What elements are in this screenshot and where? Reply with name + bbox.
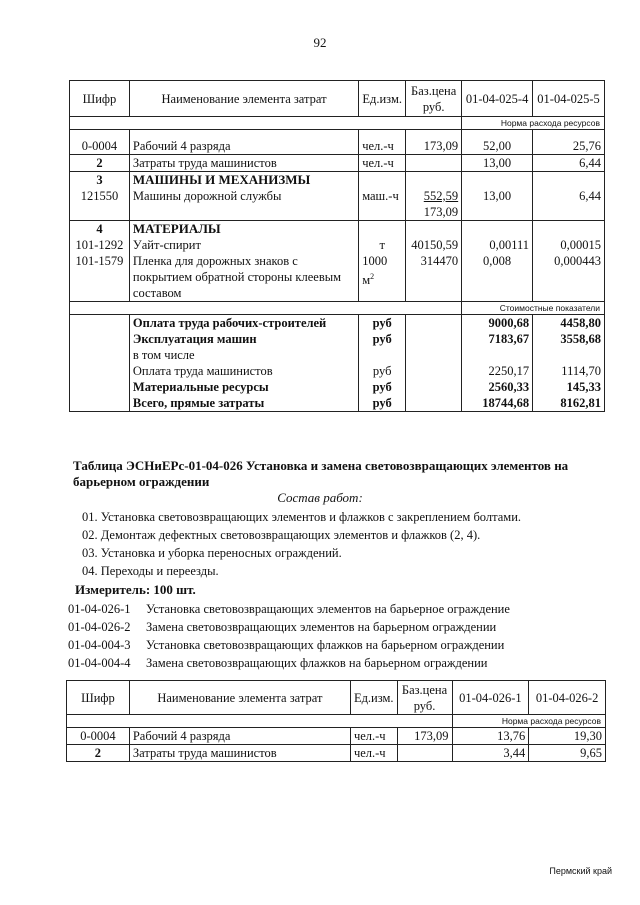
norm-item: [68, 619, 496, 635]
row-unit: чел.-ч: [359, 154, 406, 171]
row-price: [406, 188, 462, 221]
row-name: Уайт-спирит: [129, 237, 358, 253]
work-item: 01. Установка световозвращающих элементов и флажков с закреплением болтами.: [82, 510, 522, 524]
norm-label: Норма расхода ресурсов: [462, 117, 605, 130]
cost-value-2: 4458,80: [533, 314, 605, 331]
row-value-1: 0,008: [462, 253, 533, 302]
header-col2: 01-04-025-5: [533, 81, 605, 117]
norm-item-text: Замена световозвращающих элементов на барьерном ограждении: [146, 620, 497, 634]
row-code: 2: [67, 745, 130, 762]
footer-region: Пермский край: [549, 866, 612, 876]
work-item: 03. Установка и уборка переносных ограждений.: [82, 546, 342, 560]
cost-unit: руб: [359, 379, 406, 395]
work-item: 04. Переходы и переезды.: [82, 564, 219, 578]
row-unit: чел.-ч: [350, 745, 397, 762]
header-name: Наименование элемента затрат: [129, 81, 358, 117]
row-price: 314470: [406, 253, 462, 302]
price-crossed: 552,59: [423, 188, 459, 203]
row-name: Затраты труда машинистов: [129, 745, 350, 762]
cost-value-2: 8162,81: [533, 395, 605, 412]
row-code: 121550: [70, 188, 130, 221]
row-code: 0-0004: [70, 138, 130, 155]
row-name: Затраты труда машинистов: [129, 154, 358, 171]
cost-unit: руб: [359, 395, 406, 412]
row-code: 2: [70, 154, 130, 171]
norm-item-code: 01-04-004-4: [68, 656, 131, 670]
resource-table-2: [66, 680, 606, 762]
row-value-1: 13,00: [462, 188, 533, 221]
row-value-2: 25,76: [533, 138, 605, 155]
cost-name: Оплата труда рабочих-строителей: [129, 314, 358, 331]
works-heading: Состав работ:: [277, 490, 363, 505]
row-code: 101-1579: [70, 253, 130, 302]
row-value-1: 13,00: [462, 154, 533, 171]
norm-item-code: 01-04-004-3: [68, 638, 131, 652]
row-unit: чел.-ч: [359, 138, 406, 155]
row-name: Рабочий 4 разряда: [129, 728, 350, 745]
header-code: Шифр: [67, 681, 130, 715]
norm-item: [68, 637, 504, 653]
cost-label: Стоимостные показатели: [462, 301, 605, 314]
norm-item: [68, 601, 510, 617]
header-price: Баз.цена руб.: [397, 681, 452, 715]
section-code: 3: [70, 171, 130, 188]
header-name: Наименование элемента затрат: [129, 681, 350, 715]
work-item: 02. Демонтаж дефектных световозвращающих элементов и флажков (2, 4).: [82, 528, 481, 542]
cost-name: Оплата труда машинистов: [129, 363, 358, 379]
row-code: 0-0004: [67, 728, 130, 745]
row-unit: чел.-ч: [350, 728, 397, 745]
row-value-1: 13,76: [452, 728, 529, 745]
row-unit: т: [359, 237, 406, 253]
cost-value-1: 2250,17: [462, 363, 533, 379]
row-name: Машины дорожной службы: [129, 188, 358, 221]
cost-unit: руб: [359, 331, 406, 363]
header-col2: 01-04-026-2: [529, 681, 606, 715]
cost-value-1: 9000,68: [462, 314, 533, 331]
row-value-2: 6,44: [533, 154, 605, 171]
row-price: 173,09: [397, 728, 452, 745]
meter: Измеритель: 100 шт.: [75, 582, 196, 597]
page-number: 92: [313, 35, 327, 50]
row-price: 40150,59: [406, 237, 462, 253]
row-value-2: 0,00015: [533, 237, 605, 253]
row-name: Рабочий 4 разряда: [129, 138, 358, 155]
norm-item-text: Установка световозвращающих элементов на барьерное ограждение: [146, 602, 510, 616]
cost-unit: руб: [359, 363, 406, 379]
header-unit: Ед.изм.: [359, 81, 406, 117]
cost-name: Эксплуатация машин в том числе: [129, 331, 358, 363]
row-unit: маш.-ч: [359, 188, 406, 221]
row-value-1: 0,00111: [462, 237, 533, 253]
header-col1: 01-04-026-1: [452, 681, 529, 715]
row-value-2: 0,000443: [533, 253, 605, 302]
header-price: Баз.цена руб.: [406, 81, 462, 117]
section-title: МАШИНЫ И МЕХАНИЗМЫ: [129, 171, 358, 188]
norm-item: [68, 655, 487, 671]
row-value-2: 19,30: [529, 728, 606, 745]
header-unit: Ед.изм.: [350, 681, 397, 715]
norm-item-text: Замена световозвращающих флажков на барьерном ограждении: [146, 656, 488, 670]
header-code: Шифр: [70, 81, 130, 117]
row-value-2: 9,65: [529, 745, 606, 762]
row-price: 173,09: [406, 138, 462, 155]
cost-value-2: 1114,70: [533, 363, 605, 379]
row-value-1: 52,00: [462, 138, 533, 155]
row-value-1: 3,44: [452, 745, 529, 762]
cost-value-2: 145,33: [533, 379, 605, 395]
price-new: 173,09: [423, 204, 459, 219]
norm-label: Норма расхода ресурсов: [452, 715, 605, 728]
row-unit: 1000 $м^2$: [359, 253, 406, 302]
cost-value-1: 7183,67: [462, 331, 533, 363]
cost-value-2: 3558,68: [533, 331, 605, 363]
row-value-2: 6,44: [533, 188, 605, 221]
cost-value-1: 18744,68: [462, 395, 533, 412]
row-code: 101-1292: [70, 237, 130, 253]
section-title: МАТЕРИАЛЫ: [129, 220, 358, 237]
resource-table-1: [69, 80, 605, 412]
cost-name: Всего, прямые затраты: [129, 395, 358, 412]
norm-item-text: Установка световозвращающих флажков на барьерном ограждении: [146, 638, 505, 652]
cost-name: Материальные ресурсы: [129, 379, 358, 395]
section-title: Таблица ЭСНиЕРс-01-04-026 Установка и замена световозвращающих элементов на барьерном ограждении: [73, 458, 569, 489]
row-name: Пленка для дорожных знаков с покрытием обратной стороны клеевым составом: [129, 253, 358, 302]
norm-item-code: 01-04-026-2: [68, 620, 131, 634]
cost-unit: руб: [359, 314, 406, 331]
cost-value-1: 2560,33: [462, 379, 533, 395]
section-code: 4: [70, 220, 130, 237]
header-col1: 01-04-025-4: [462, 81, 533, 117]
norm-item-code: 01-04-026-1: [68, 602, 131, 616]
